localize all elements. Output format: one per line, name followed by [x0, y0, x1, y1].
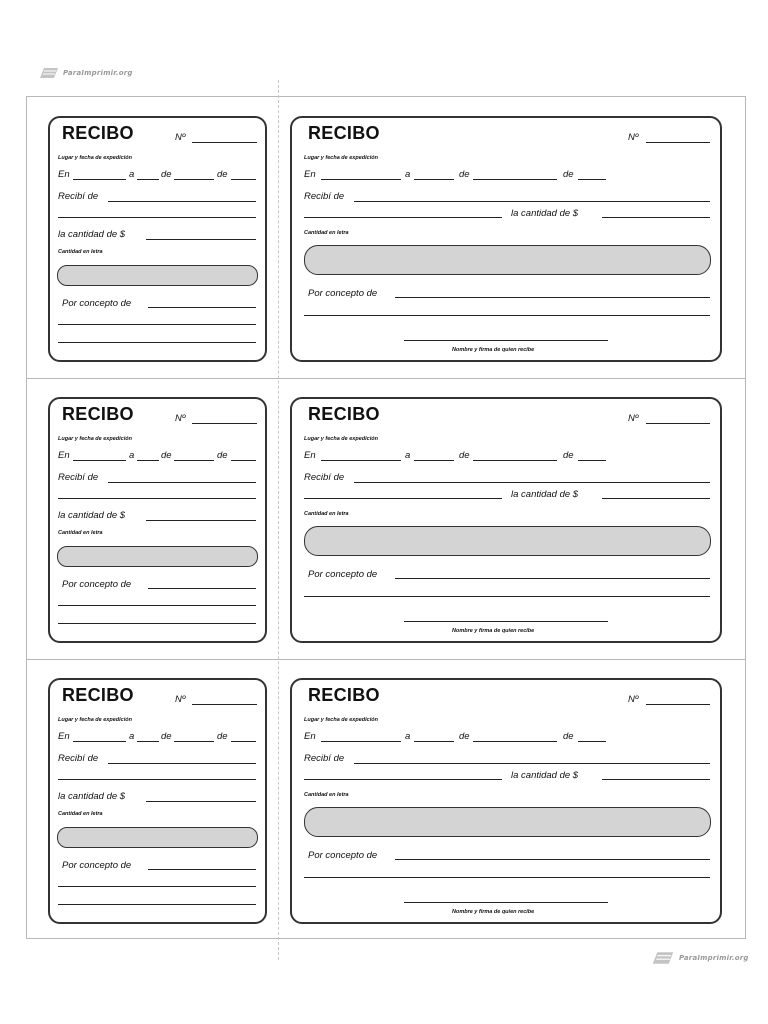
brand-logo-top [38, 66, 133, 80]
concepto-line-3[interactable] [58, 623, 256, 624]
recibi-label: Recibí de [58, 472, 99, 483]
recibi-line-2[interactable] [304, 217, 502, 218]
de-line[interactable] [473, 460, 557, 461]
number-line[interactable] [192, 423, 257, 424]
cantidad-line[interactable] [146, 239, 256, 240]
lugar-fecha-label: Lugar y fecha de expedición [58, 155, 132, 161]
concepto-line[interactable] [148, 588, 256, 589]
en-line[interactable] [321, 741, 401, 742]
receipt-body [290, 678, 722, 924]
cantidad-letra-field[interactable] [304, 807, 711, 837]
cantidad-label: la cantidad de $ [58, 510, 126, 521]
recibi-line-2[interactable] [58, 217, 256, 218]
concepto-label: Por concepto de [308, 569, 378, 580]
de-line[interactable] [174, 460, 214, 461]
lugar-fecha-label: Lugar y fecha de expedición [304, 717, 378, 723]
cantidad-line[interactable] [602, 498, 710, 499]
number-label: Nº [628, 694, 639, 705]
number-line[interactable] [646, 142, 710, 143]
a-line[interactable] [414, 741, 454, 742]
de2-line[interactable] [231, 179, 256, 180]
cantidad-label: la cantidad de $ [511, 770, 579, 781]
receipt-title: RECIBO [308, 404, 380, 424]
de2-label: de [217, 731, 228, 742]
de2-label: de [217, 450, 228, 461]
cantidad-line[interactable] [146, 520, 256, 521]
cantidad-label: la cantidad de $ [511, 489, 579, 500]
number-label: Nº [175, 132, 186, 143]
concepto-line[interactable] [148, 869, 256, 870]
printer-icon [650, 950, 676, 966]
de2-line[interactable] [578, 460, 606, 461]
number-label: Nº [175, 694, 186, 705]
cantidad-letra-label: Cantidad en letra [304, 511, 349, 517]
brand-logo-text: ParaImprimir.org [63, 69, 133, 77]
lugar-fecha-label: Lugar y fecha de expedición [304, 155, 378, 161]
en-label: En [58, 731, 70, 742]
receipt-stub [48, 678, 267, 924]
cantidad-letra-field[interactable] [57, 827, 258, 848]
lugar-fecha-label: Lugar y fecha de expedición [58, 436, 132, 442]
firma-label: Nombre y firma de quien recibe [452, 347, 535, 353]
cantidad-label: la cantidad de $ [58, 791, 126, 802]
a-label: a [405, 731, 411, 742]
de-label: de [459, 169, 470, 180]
firma-label: Nombre y firma de quien recibe [452, 628, 535, 634]
recibi-line[interactable] [354, 482, 710, 483]
concepto-line-2[interactable] [58, 324, 256, 325]
recibi-line[interactable] [354, 201, 710, 202]
a-label: a [405, 169, 411, 180]
de-label: de [161, 169, 172, 180]
concepto-line-2[interactable] [58, 605, 256, 606]
en-label: En [58, 169, 70, 180]
lugar-fecha-label: Lugar y fecha de expedición [58, 717, 132, 723]
cantidad-line[interactable] [602, 779, 710, 780]
concepto-line-3[interactable] [58, 904, 256, 905]
de-line[interactable] [174, 179, 214, 180]
recibi-line[interactable] [108, 482, 256, 483]
cantidad-letra-field[interactable] [304, 245, 711, 275]
concepto-line-2[interactable] [304, 315, 710, 316]
a-line[interactable] [137, 179, 159, 180]
firma-label: Nombre y firma de quien recibe [452, 909, 535, 915]
de-line[interactable] [473, 179, 557, 180]
a-label: a [129, 731, 135, 742]
cantidad-letra-field[interactable] [57, 265, 258, 286]
de2-label: de [563, 450, 574, 461]
number-label: Nº [175, 413, 186, 424]
en-label: En [304, 731, 316, 742]
cantidad-line[interactable] [146, 801, 256, 802]
cantidad-label: la cantidad de $ [58, 229, 126, 240]
cantidad-line[interactable] [602, 217, 710, 218]
de-line[interactable] [174, 741, 214, 742]
receipt-body [290, 116, 722, 362]
number-line[interactable] [192, 704, 257, 705]
cantidad-letra-label: Cantidad en letra [58, 530, 103, 536]
en-line[interactable] [73, 741, 126, 742]
number-label: Nº [628, 132, 639, 143]
firma-line[interactable] [404, 902, 608, 903]
horizontal-cut-line [26, 659, 746, 660]
de2-label: de [217, 169, 228, 180]
concepto-label: Por concepto de [62, 860, 132, 871]
lugar-fecha-label: Lugar y fecha de expedición [304, 436, 378, 442]
en-line[interactable] [321, 179, 401, 180]
brand-logo-bottom [650, 950, 749, 966]
recibi-line-2[interactable] [304, 498, 502, 499]
brand-logo-text: ParaImprimir.org [679, 954, 749, 962]
recibi-label: Recibí de [304, 191, 345, 202]
a-line[interactable] [414, 179, 454, 180]
concepto-line[interactable] [395, 578, 710, 579]
cantidad-letra-label: Cantidad en letra [58, 811, 103, 817]
firma-line[interactable] [404, 621, 608, 622]
number-line[interactable] [646, 423, 710, 424]
receipt-title: RECIBO [62, 123, 134, 143]
a-line[interactable] [414, 460, 454, 461]
cantidad-letra-label: Cantidad en letra [304, 230, 349, 236]
en-label: En [304, 450, 316, 461]
en-line[interactable] [321, 460, 401, 461]
en-line[interactable] [73, 179, 126, 180]
concepto-line-2[interactable] [304, 596, 710, 597]
cantidad-letra-field[interactable] [57, 546, 258, 567]
receipt-title: RECIBO [308, 123, 380, 143]
printer-icon [38, 66, 60, 80]
de2-line[interactable] [231, 460, 256, 461]
horizontal-cut-line [26, 378, 746, 379]
recibi-line-2[interactable] [304, 779, 502, 780]
vertical-cut-line [278, 80, 279, 960]
recibi-line[interactable] [354, 763, 710, 764]
de-label: de [161, 450, 172, 461]
a-line[interactable] [137, 460, 159, 461]
receipt-stub [48, 397, 267, 643]
cantidad-label: la cantidad de $ [511, 208, 579, 219]
receipt-title: RECIBO [62, 404, 134, 424]
recibi-line[interactable] [108, 201, 256, 202]
concepto-label: Por concepto de [308, 850, 378, 861]
concepto-label: Por concepto de [62, 579, 132, 590]
concepto-line[interactable] [148, 307, 256, 308]
recibi-line-2[interactable] [58, 779, 256, 780]
cantidad-letra-label: Cantidad en letra [304, 792, 349, 798]
number-label: Nº [628, 413, 639, 424]
receipt-title: RECIBO [62, 685, 134, 705]
receipt-title: RECIBO [308, 685, 380, 705]
de2-label: de [563, 731, 574, 742]
de2-line[interactable] [578, 179, 606, 180]
receipt-body [290, 397, 722, 643]
concepto-line-2[interactable] [304, 877, 710, 878]
number-line[interactable] [192, 142, 257, 143]
de2-label: de [563, 169, 574, 180]
a-line[interactable] [137, 741, 159, 742]
recibi-label: Recibí de [304, 472, 345, 483]
concepto-line[interactable] [395, 859, 710, 860]
de2-line[interactable] [231, 741, 256, 742]
recibi-label: Recibí de [58, 191, 99, 202]
de2-line[interactable] [578, 741, 606, 742]
concepto-line-2[interactable] [58, 886, 256, 887]
concepto-line[interactable] [395, 297, 710, 298]
de-label: de [459, 450, 470, 461]
concepto-line-3[interactable] [58, 342, 256, 343]
a-label: a [405, 450, 411, 461]
a-label: a [129, 450, 135, 461]
concepto-label: Por concepto de [62, 298, 132, 309]
de-line[interactable] [473, 741, 557, 742]
cantidad-letra-label: Cantidad en letra [58, 249, 103, 255]
firma-line[interactable] [404, 340, 608, 341]
cantidad-letra-field[interactable] [304, 526, 711, 556]
recibi-line-2[interactable] [58, 498, 256, 499]
recibi-label: Recibí de [304, 753, 345, 764]
de-label: de [161, 731, 172, 742]
number-line[interactable] [646, 704, 710, 705]
en-label: En [304, 169, 316, 180]
receipt-stub [48, 116, 267, 362]
recibi-label: Recibí de [58, 753, 99, 764]
en-label: En [58, 450, 70, 461]
de-label: de [459, 731, 470, 742]
concepto-label: Por concepto de [308, 288, 378, 299]
recibi-line[interactable] [108, 763, 256, 764]
en-line[interactable] [73, 460, 126, 461]
a-label: a [129, 169, 135, 180]
